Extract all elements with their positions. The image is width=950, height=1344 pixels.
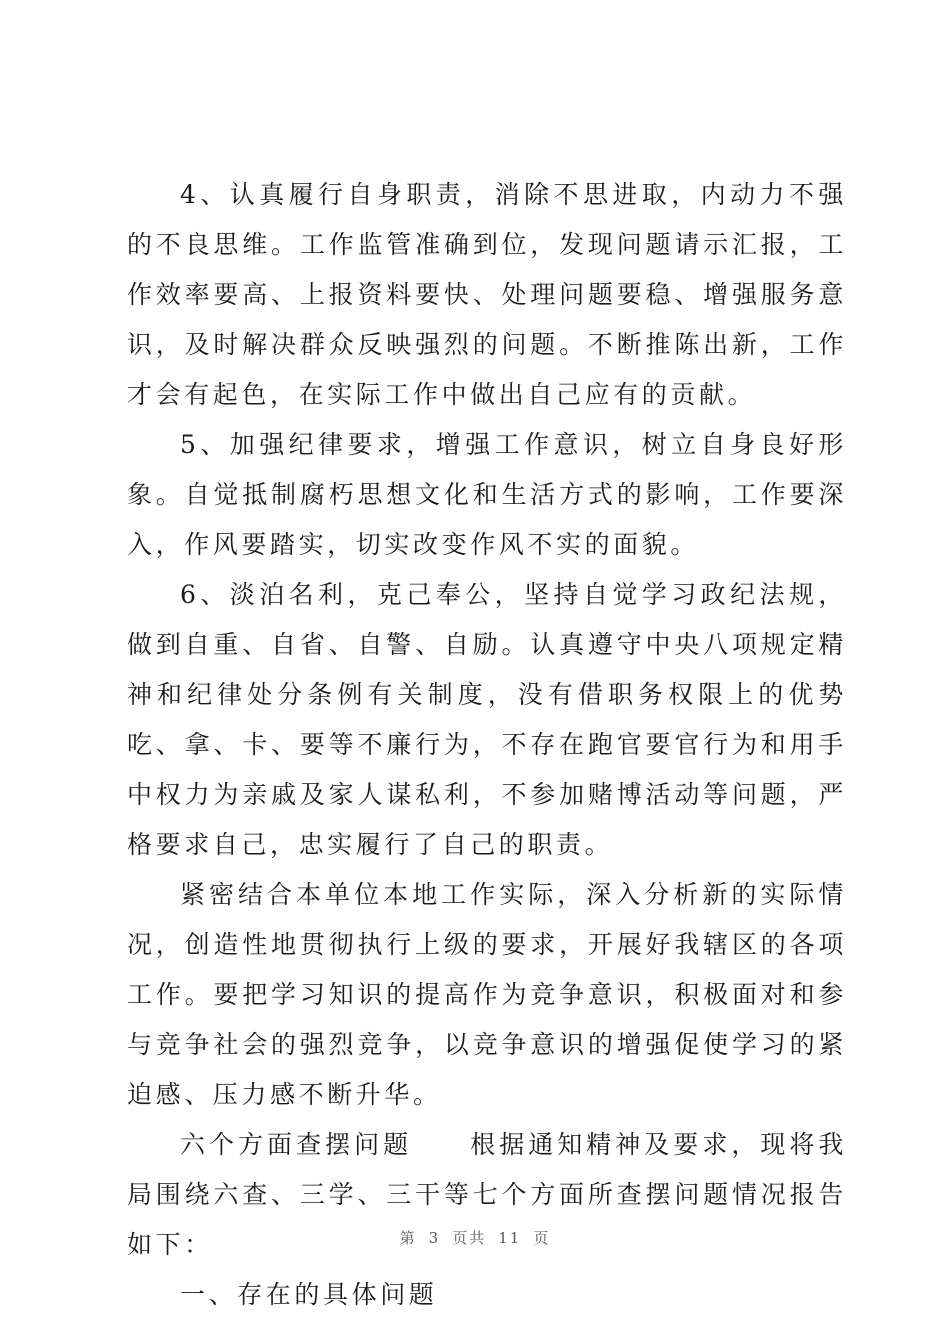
footer-suffix: 页: [533, 1229, 551, 1247]
footer-prefix: 第: [399, 1229, 417, 1247]
footer-current-page: 3: [428, 1229, 441, 1247]
page-footer: [0, 1227, 950, 1249]
paragraph-work-practice: 紧密结合本单位本地工作实际，深入分析新的实际情况，创造性地贯彻执行上级的要求，开展好我辖区的各项工作。要把学习知识的提高作为竞争意识，积极面对和参与竞争社会的强烈竞争，以竞争意识的增强促使学习的紧迫感、压力感不断升华。: [127, 880, 847, 1109]
paragraph-item-5: 5、加强纪律要求，增强工作意识，树立自身良好形象。自觉抵制腐朽思想文化和生活方式的影响，工作要深入，作风要踏实，切实改变作风不实的面貌。: [127, 430, 847, 559]
footer-total-pages: 11: [498, 1229, 522, 1247]
paragraph-item-4: 4、认真履行自身职责，消除不思进取，内动力不强的不良思维。工作监管准确到位，发现问题请示汇报，工作效率要高、上报资料要快、处理问题要稳、增强服务意识，及时解决群众反映强烈的问题。不断推陈出新，工作才会有起色，在实际工作中做出自己应有的贡献。: [127, 180, 847, 409]
paragraph-six-aspects: 六个方面查摆问题 根据通知精神及要求，现将我局围绕六查、三学、三干等七个方面所查摆问题情况报告如下：: [127, 1130, 847, 1259]
document-body: [127, 170, 847, 1320]
footer-middle: 页共: [452, 1229, 487, 1247]
paragraph-item-6: 6、淡泊名利，克己奉公，坚持自觉学习政纪法规，做到自重、自省、自警、自励。认真遵守中央八项规定精神和纪律处分条例有关制度，没有借职务权限上的优势吃、拿、卡、要等不廉行为，不存在跑官要官行为和用手中权力为亲戚及家人谋私利，不参加赌博活动等问题，严格要求自己，忠实履行了自己的职责。: [127, 580, 847, 859]
section-heading-problems: 一、存在的具体问题: [180, 1280, 438, 1309]
